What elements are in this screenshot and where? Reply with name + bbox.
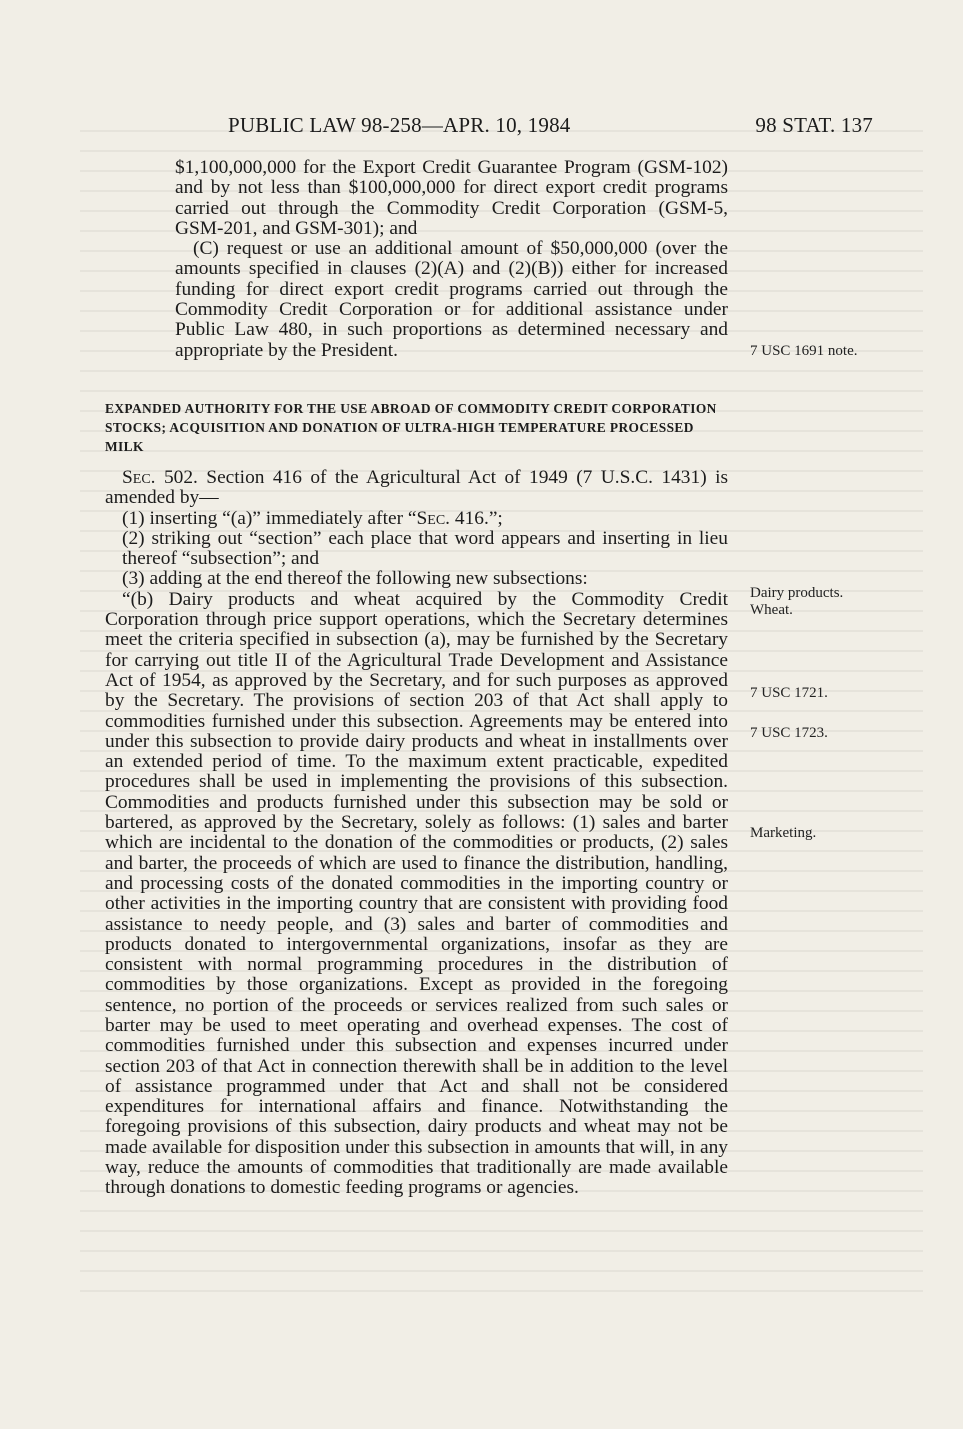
margin-note-dairy-products: Dairy products. <box>750 585 844 601</box>
margin-note-usc-1723: 7 USC 1723. <box>750 725 828 741</box>
running-title: PUBLIC LAW 98-258—APR. 10, 1984 <box>228 113 571 137</box>
section-502-text: 502. Section 416 of the Agricultural Act of 1949 (7 U.S.C. 1431) is amended by— <box>105 466 728 509</box>
amendment-item-1-text: (1) inserting “(a)” immediately after “ <box>122 507 417 529</box>
page-header <box>228 113 873 138</box>
section-label: Sec. <box>122 466 156 488</box>
amendment-item-1-sec: Sec. <box>416 507 451 529</box>
amendment-item-2: (2) striking out “section” each place that word appears and inserting in lieu thereof “subsection”; and <box>122 527 728 570</box>
amendment-item-3: (3) adding at the end thereof the following new subsections: <box>122 568 588 590</box>
amendment-item-1 <box>105 509 728 529</box>
body-text <box>105 158 728 1199</box>
clause-c: (C) request or use an additional amount of $50,000,000 (over the amounts specified in clauses (2)(A) and (2)(B)) either for increased funding for direct export credit programs carried out through the Commodity Credit Corporation or for additional assistance under Public Law 480, in such proportions as determined necessary and appropriate by the President. <box>175 238 728 361</box>
margin-note-usc-1721: 7 USC 1721. <box>750 685 828 701</box>
margin-note-marketing: Marketing. <box>750 825 817 841</box>
margin-note-wheat: Wheat. <box>750 602 793 618</box>
subsection-b: “(b) Dairy products and wheat acquired by the Commodity Credit Corporation through price support operations, which the Secretary determines meet the criteria specified in subsection (a), may be furnished by the Secretary for carrying out title II of the Agricultural Trade Development and Assistance Act of 1954, as approved by the Secretary, and for such purposes as approved by the Secretary. The provisions of section 203 of that Act shall apply to commodities furnished under this subsection. Agreements may be entered into under this subsection to provide dairy products and wheat in installments over an extended period of time. To the maximum extent practicable, expedited procedures shall be used in implementing the provisions of this subsection. Commodities and products furnished under this subsection may be sold or bartered, as approved by the Secretary, solely as follows: (1) sales and barter which are incidental to the donation of the commodities or products, (2) sales and barter, the proceeds of which are used to finance the distribution, handling, and processing costs of the donated commodities in the importing country or other activities in the importing country that are consistent with providing food assistance to needy people, and (3) sales and barter of commodities and products donated to intergovernmental organizations, insofar as they are consistent with normal programming procedures in the distribution of commodities by those organizations. Except as provided in the foregoing sentence, no portion of the proceeds or services realized from such sales or barter may be used to meet operating and overhead expenses. The cost of commodities furnished under this subsection and expenses incurred under section 203 of that Act in connection therewith shall be in addition to the level of assistance programmed under that Act and shall not be considered expenditures for international affairs and finance. Notwithstanding the foregoing provisions of this subsection, dairy products and wheat may not be made available for disposition under this subsection in amounts that will, in any way, reduce the amounts of commodities that traditionally are made available through donations to domestic feeding programs or agencies. <box>105 588 728 1199</box>
statute-page-number: 98 STAT. 137 <box>755 113 873 137</box>
clause-b-continuation: $1,100,000,000 for the Export Credit Guarantee Program (GSM-102) and by not less than $100,000,000 for direct export credit programs carried out through the Commodity Credit Corporation (GSM-5, GSM-201, and GSM-301); and <box>175 157 728 239</box>
margin-note-usc-1691: 7 USC 1691 note. <box>750 343 858 359</box>
amendment-item-1-end: 416.”; <box>450 507 503 529</box>
section-502 <box>105 468 728 509</box>
section-heading: EXPANDED AUTHORITY FOR THE USE ABROAD OF COMMODITY CREDIT CORPORATION STOCKS; ACQUISITION AND DONATION OF ULTRA-HIGH TEMPERATURE PROCESSED MILK <box>105 400 717 454</box>
